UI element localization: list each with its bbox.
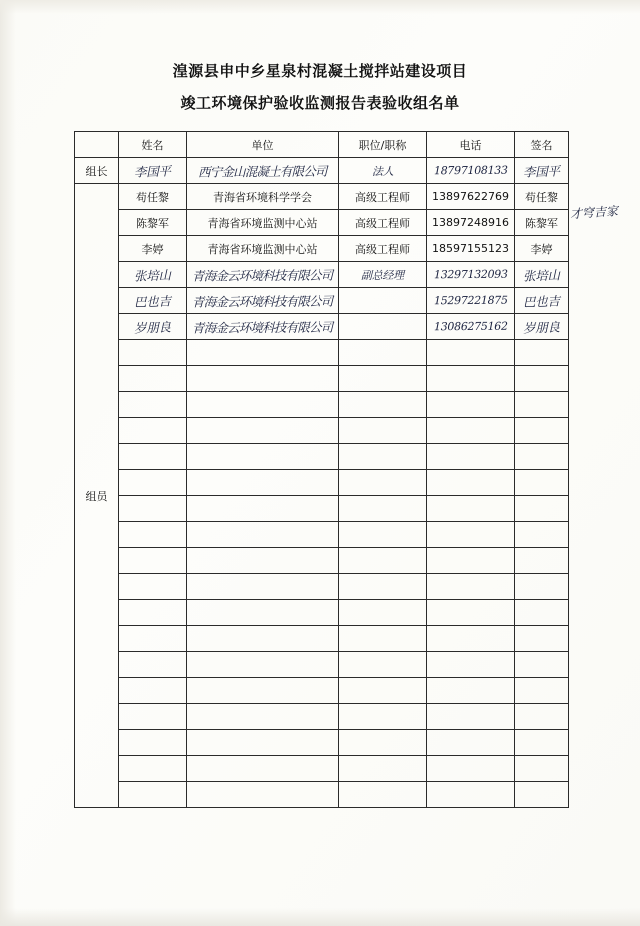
cell-blank [515, 496, 569, 522]
table-row-blank [75, 470, 569, 496]
cell-blank [119, 652, 187, 678]
cell-position [339, 210, 427, 236]
role-label-leader: 组长 [85, 164, 108, 178]
cell-blank [427, 496, 515, 522]
cell-blank [119, 340, 187, 366]
cell-position-text: 法人 [371, 164, 394, 178]
table-row-blank [75, 782, 569, 808]
cell-blank [339, 340, 427, 366]
cell-blank [427, 366, 515, 392]
cell-name [119, 314, 187, 340]
cell-unit-text: 西宁金山混凝土有限公司 [198, 163, 327, 179]
cell-blank [339, 496, 427, 522]
cell-unit-text: 青海省环境监测中心站 [207, 216, 318, 230]
header-phone: 电话 [427, 132, 515, 158]
cell-blank [427, 626, 515, 652]
table-row [75, 184, 569, 210]
cell-blank [427, 652, 515, 678]
header-signature: 签名 [515, 132, 569, 158]
cell-blank [515, 704, 569, 730]
table-row [75, 262, 569, 288]
cell-blank [187, 730, 339, 756]
cell-blank [119, 418, 187, 444]
cell-phone-text: 18597155123 [432, 242, 509, 255]
cell-name-text: 陈黎军 [136, 216, 169, 230]
table-row [75, 236, 569, 262]
cell-name-text: 李国平 [133, 162, 172, 180]
cell-blank [187, 470, 339, 496]
role-cell-leader [75, 158, 119, 184]
table-row-blank [75, 756, 569, 782]
cell-unit [187, 210, 339, 236]
cell-blank [187, 678, 339, 704]
cell-blank [119, 704, 187, 730]
cell-blank [187, 522, 339, 548]
cell-phone [427, 236, 515, 262]
cell-blank [339, 730, 427, 756]
cell-unit [187, 314, 339, 340]
cell-blank [119, 626, 187, 652]
cell-unit [187, 262, 339, 288]
table-row [75, 210, 569, 236]
cell-signature-text: 苟任黎 [525, 190, 558, 204]
cell-blank [339, 652, 427, 678]
cell-blank [339, 756, 427, 782]
cell-unit-text: 青海省环境监测中心站 [207, 242, 318, 256]
cell-position [339, 158, 427, 184]
cell-blank [515, 522, 569, 548]
cell-signature-text: 李国平 [522, 162, 561, 180]
cell-phone-text: 13897622769 [432, 190, 509, 203]
table-row-blank [75, 704, 569, 730]
cell-blank [119, 522, 187, 548]
cell-phone [427, 288, 515, 314]
cell-blank [187, 340, 339, 366]
table-row-blank [75, 392, 569, 418]
cell-blank [515, 418, 569, 444]
cell-phone-text: 15297221875 [433, 293, 508, 308]
title-line-2: 竣工环境保护验收监测报告表验收组名单 [180, 94, 460, 112]
cell-unit [187, 184, 339, 210]
header-unit: 单位 [187, 132, 339, 158]
cell-blank [119, 574, 187, 600]
cell-blank [515, 340, 569, 366]
table-row-blank [75, 340, 569, 366]
cell-blank [339, 366, 427, 392]
cell-signature [515, 210, 569, 236]
cell-blank [187, 704, 339, 730]
cell-blank [119, 756, 187, 782]
cell-blank [427, 730, 515, 756]
cell-blank [339, 522, 427, 548]
cell-blank [119, 496, 187, 522]
cell-blank [339, 470, 427, 496]
cell-blank [427, 678, 515, 704]
cell-blank [119, 444, 187, 470]
table-row-blank [75, 730, 569, 756]
cell-blank [187, 392, 339, 418]
table-row-blank [75, 366, 569, 392]
cell-name [119, 184, 187, 210]
cell-blank [187, 366, 339, 392]
cell-unit-text: 青海金云环境科技有限公司 [192, 293, 333, 309]
cell-unit [187, 288, 339, 314]
cell-blank [339, 626, 427, 652]
cell-blank [187, 652, 339, 678]
table-header-row [75, 132, 569, 158]
cell-blank [427, 392, 515, 418]
cell-blank [339, 704, 427, 730]
role-label-member: 组员 [85, 489, 108, 503]
cell-blank [339, 418, 427, 444]
cell-blank [119, 678, 187, 704]
title-line-1: 湟源县申中乡星泉村混凝土搅拌站建设项目 [172, 62, 468, 80]
cell-blank [427, 782, 515, 808]
cell-position [339, 184, 427, 210]
table-row-blank [75, 652, 569, 678]
table-row-blank [75, 626, 569, 652]
cell-blank [515, 548, 569, 574]
cell-blank [339, 782, 427, 808]
cell-unit-text: 青海省环境科学学会 [213, 190, 312, 204]
cell-signature [515, 262, 569, 288]
cell-blank [427, 548, 515, 574]
cell-phone-text: 18797108133 [433, 163, 508, 178]
cell-blank [515, 678, 569, 704]
scan-edge-top [0, 0, 640, 14]
cell-blank [515, 626, 569, 652]
table-row-blank [75, 600, 569, 626]
cell-blank [427, 600, 515, 626]
cell-blank [427, 418, 515, 444]
cell-signature [515, 158, 569, 184]
cell-blank [339, 392, 427, 418]
cell-signature-text: 陈黎军 [525, 216, 558, 230]
cell-blank [515, 782, 569, 808]
cell-blank [339, 678, 427, 704]
cell-signature-text: 巴也吉 [522, 292, 561, 310]
cell-signature-text: 张培山 [522, 266, 561, 284]
header-position: 职位/职称 [339, 132, 427, 158]
cell-signature [515, 314, 569, 340]
table-row-blank [75, 548, 569, 574]
cell-position-text: 副总经理 [361, 268, 404, 282]
role-cell-member [75, 184, 119, 808]
cell-blank [515, 366, 569, 392]
cell-signature-text: 李婷 [530, 242, 553, 256]
cell-signature [515, 236, 569, 262]
cell-blank [515, 600, 569, 626]
cell-position [339, 236, 427, 262]
cell-blank [119, 730, 187, 756]
cell-blank [427, 470, 515, 496]
cell-phone [427, 184, 515, 210]
cell-phone [427, 210, 515, 236]
table-row-blank [75, 496, 569, 522]
cell-blank [187, 574, 339, 600]
cell-name [119, 210, 187, 236]
cell-name-text: 李婷 [141, 242, 164, 256]
cell-phone-text: 13897248916 [432, 216, 509, 229]
cell-blank [339, 444, 427, 470]
cell-blank [187, 782, 339, 808]
table-row-blank [75, 444, 569, 470]
header-name: 姓名 [119, 132, 187, 158]
cell-blank [427, 340, 515, 366]
cell-unit-text: 青海金云环境科技有限公司 [192, 267, 333, 283]
cell-phone-text: 13297132093 [433, 267, 508, 282]
cell-blank [187, 444, 339, 470]
cell-name-text: 张培山 [133, 266, 172, 284]
cell-phone [427, 314, 515, 340]
cell-blank [187, 548, 339, 574]
cell-signature-text: 岁朋良 [522, 318, 561, 336]
cell-blank [119, 392, 187, 418]
cell-blank [119, 782, 187, 808]
cell-position [339, 262, 427, 288]
cell-blank [187, 496, 339, 522]
cell-position-text: 高级工程师 [355, 190, 410, 204]
cell-unit [187, 236, 339, 262]
table-row-blank [75, 678, 569, 704]
table-row [75, 288, 569, 314]
cell-name [119, 288, 187, 314]
cell-phone [427, 262, 515, 288]
document-title [0, 60, 640, 124]
cell-blank [187, 626, 339, 652]
cell-blank [515, 756, 569, 782]
table-row [75, 158, 569, 184]
table-row-blank [75, 418, 569, 444]
cell-unit-text: 青海金云环境科技有限公司 [192, 319, 333, 335]
cell-blank [187, 418, 339, 444]
cell-blank [515, 730, 569, 756]
cell-blank [515, 392, 569, 418]
cell-blank [427, 704, 515, 730]
cell-name-text: 苟任黎 [136, 190, 169, 204]
cell-name [119, 262, 187, 288]
margin-annotation: 才穹吉家 [569, 203, 619, 222]
cell-blank [339, 548, 427, 574]
cell-position [339, 288, 427, 314]
cell-blank [187, 600, 339, 626]
cell-unit [187, 158, 339, 184]
roster-table-wrap [74, 131, 619, 808]
cell-blank [339, 600, 427, 626]
cell-position [339, 314, 427, 340]
cell-blank [427, 574, 515, 600]
cell-position-text: 高级工程师 [355, 242, 410, 256]
cell-blank [427, 756, 515, 782]
cell-blank [515, 652, 569, 678]
cell-phone-text: 13086275162 [433, 319, 508, 334]
header-role [75, 132, 119, 158]
roster-table [74, 131, 569, 808]
cell-blank [515, 470, 569, 496]
table-row-blank [75, 574, 569, 600]
table-row-blank [75, 522, 569, 548]
cell-blank [187, 756, 339, 782]
cell-signature [515, 288, 569, 314]
cell-blank [339, 574, 427, 600]
cell-blank [119, 548, 187, 574]
cell-blank [119, 470, 187, 496]
cell-signature [515, 184, 569, 210]
cell-blank [119, 600, 187, 626]
cell-name-text: 巴也吉 [133, 292, 172, 310]
cell-blank [515, 444, 569, 470]
cell-name [119, 236, 187, 262]
cell-phone [427, 158, 515, 184]
table-row [75, 314, 569, 340]
cell-blank [515, 574, 569, 600]
cell-blank [427, 444, 515, 470]
cell-blank [427, 522, 515, 548]
cell-position-text: 高级工程师 [355, 216, 410, 230]
cell-name [119, 158, 187, 184]
cell-name-text: 岁朋良 [133, 318, 172, 336]
scan-edge-bottom [0, 908, 640, 926]
scan-edge-left [0, 0, 16, 926]
cell-blank [119, 366, 187, 392]
